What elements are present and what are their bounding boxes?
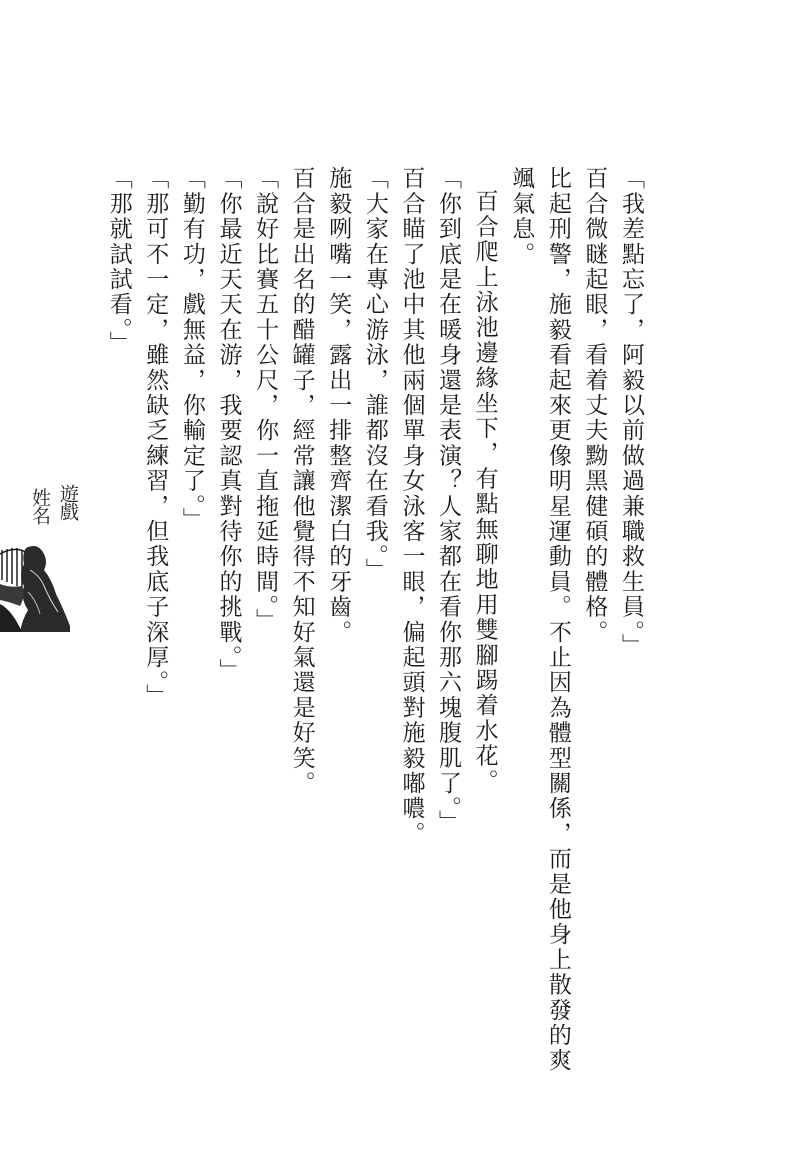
paragraph: 「那可不一定，雖然缺乏練習，但我底子深厚。」 <box>142 166 169 709</box>
paragraph: 「勤有功，戲無益，你輸定了。」 <box>178 166 205 533</box>
paragraph: 「說好比賽五十公尺，你一直拖延時間。」 <box>252 166 279 634</box>
paragraph: 比起刑警，施毅看起來更像明星運動員。不止因為體型關係，而是他身上散發的爽 <box>544 166 571 1074</box>
paragraph: 「那就試試看。」 <box>105 166 132 357</box>
paragraph: 「你到底是在暖身還是表演？人家都在看你那六塊腹肌了。」 <box>435 166 462 835</box>
author-name: 姓名 <box>29 488 51 524</box>
header-illustration <box>0 540 72 632</box>
paragraph: 百合瞄了池中其他兩個單身女泳客一眼，偏起頭對施毅嘟噥。 <box>398 166 425 847</box>
paragraph: 颯氣息。 <box>508 166 535 267</box>
paragraph: 百合是出名的醋罐子，經常讓他覺得不知好氣還是好笑。 <box>288 166 315 796</box>
body-text <box>100 166 649 1096</box>
paragraph: 「我差點忘了，阿毅以前做過兼職救生員。」 <box>618 166 644 659</box>
running-header <box>28 484 78 544</box>
paragraph: 「你最近天天在游，我要認真對待你的挑戰。」 <box>215 166 242 684</box>
paragraph: 百合爬上泳池邊緣坐下，有點無聊地用雙腳踢着水花。 <box>471 189 498 794</box>
paragraph: 施毅咧嘴一笑，露出一排整齊潔白的牙齒。 <box>325 166 352 645</box>
paragraph: 「大家在專心游泳，誰都沒在看我。」 <box>361 166 388 583</box>
paragraph: 百合微瞇起眼，看着丈夫黝黑健碩的體格。 <box>581 166 608 645</box>
series-title: 遊戲 <box>57 484 79 520</box>
